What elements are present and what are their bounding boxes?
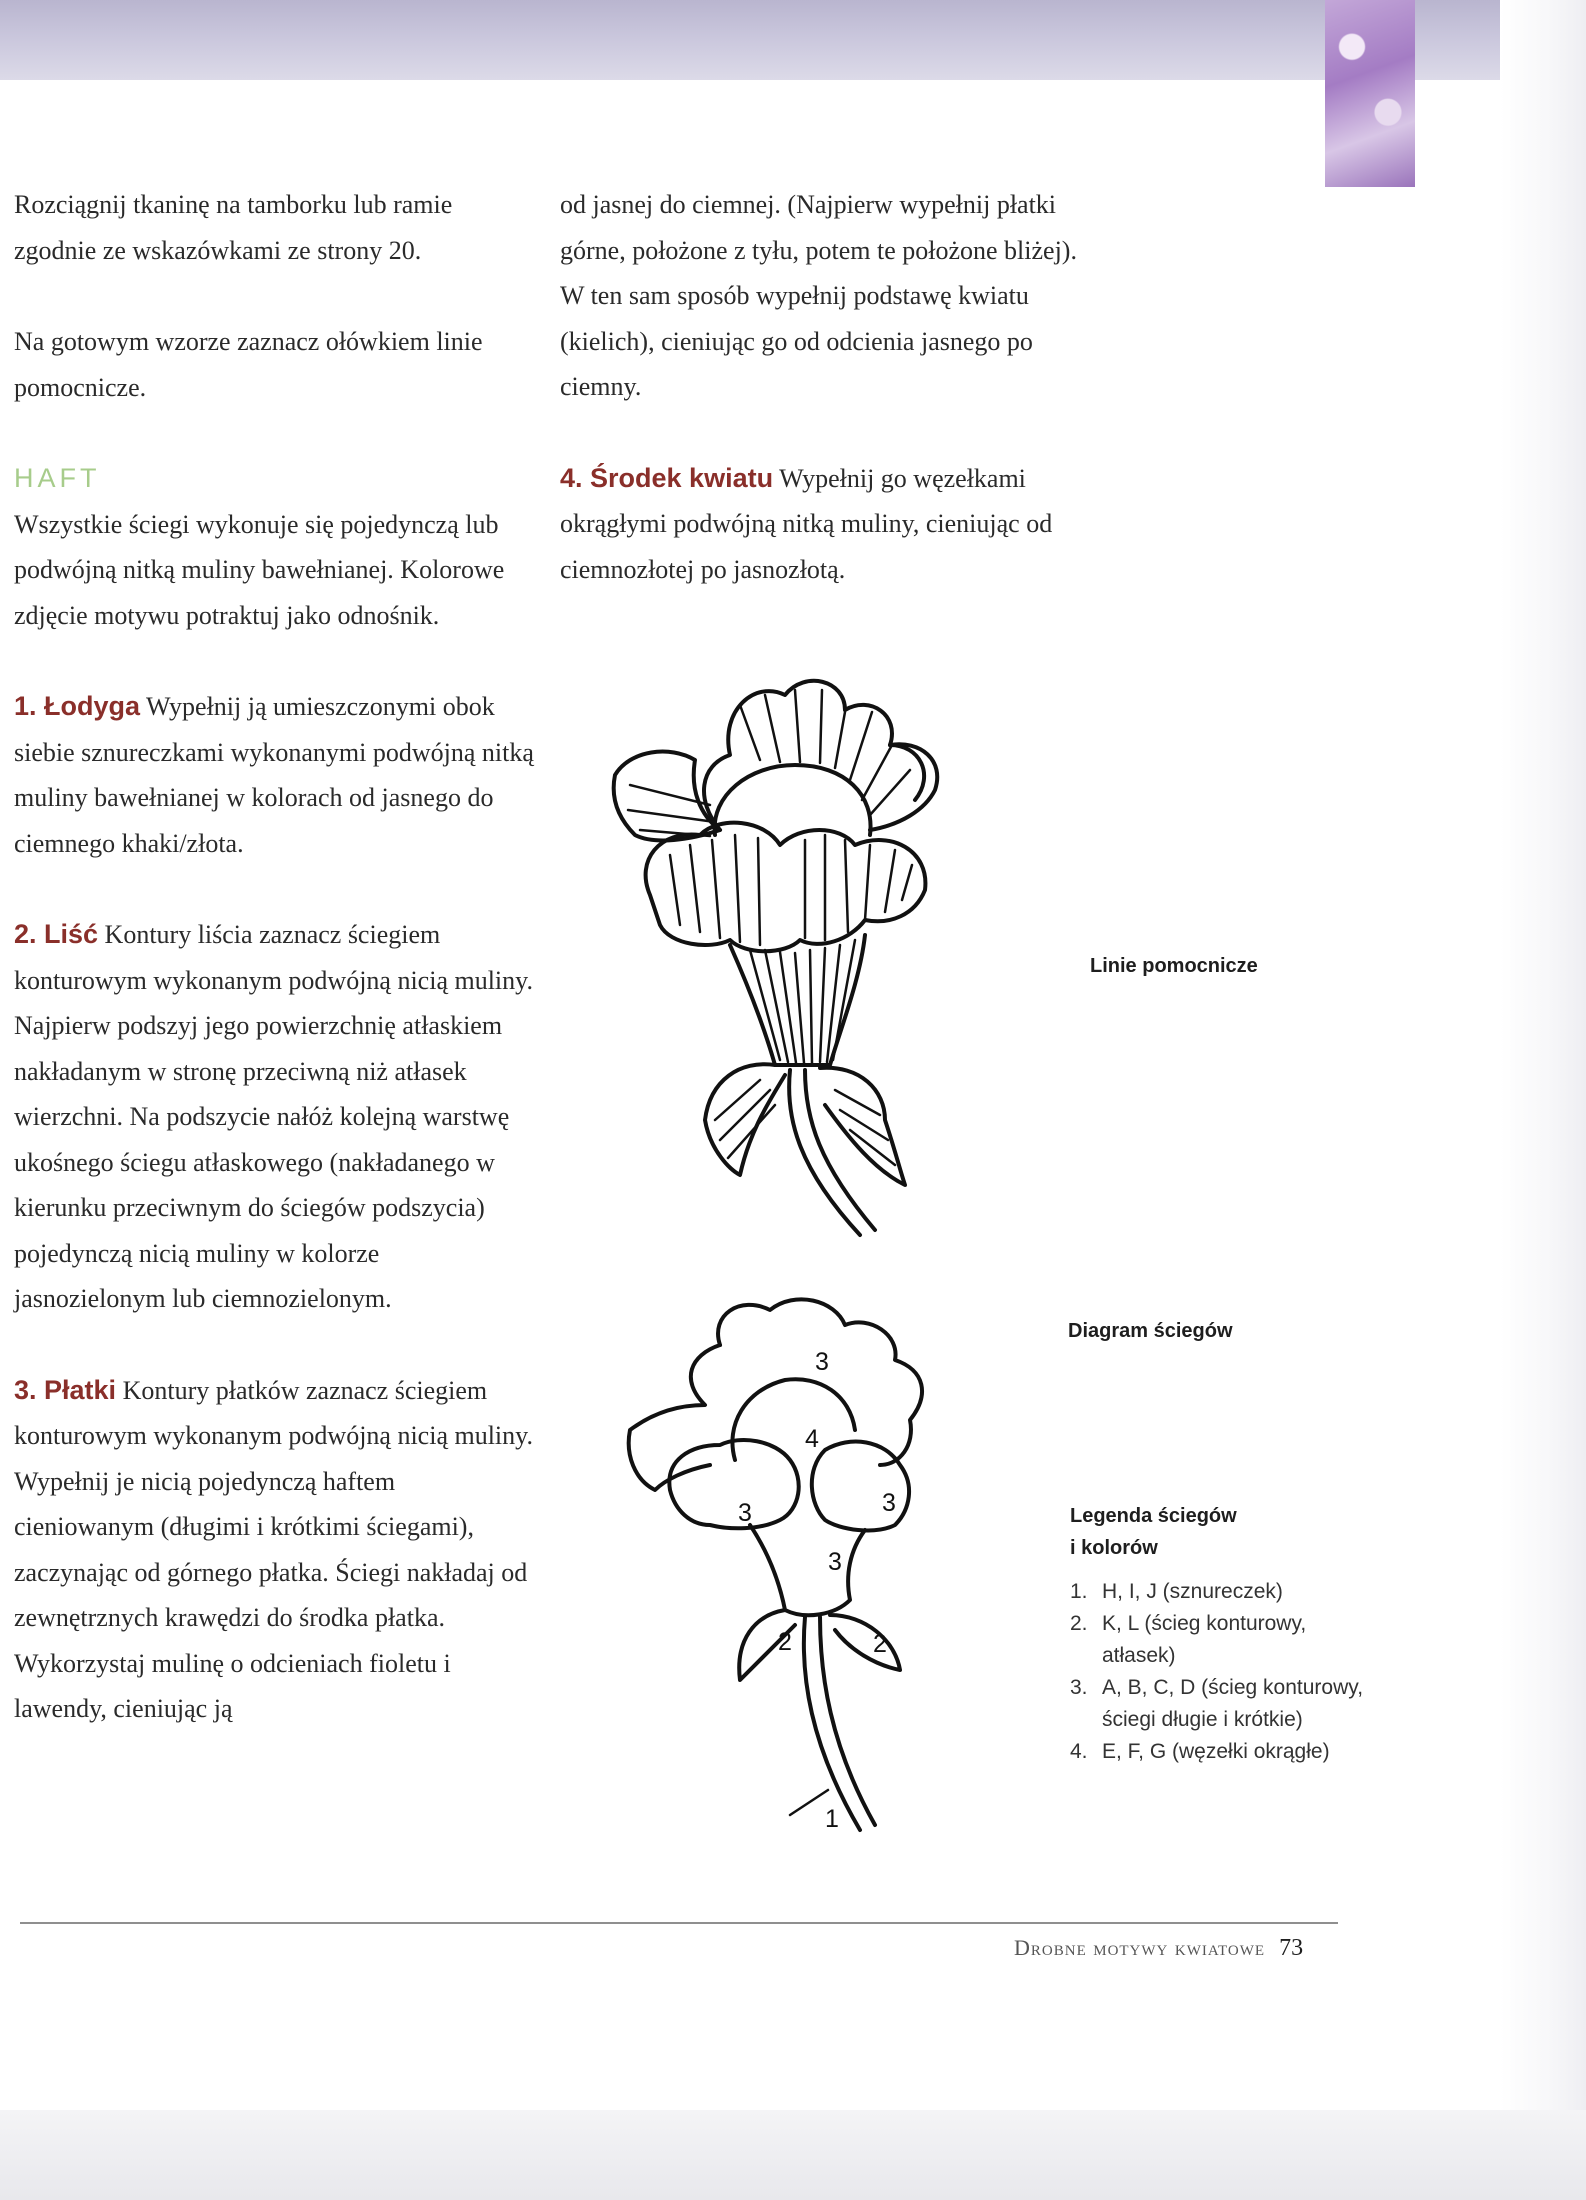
chapter-title: Drobne motywy kwiatowe: [1014, 1935, 1266, 1960]
right-leaf: [830, 1615, 900, 1670]
legend-item: [1070, 1576, 1370, 1608]
label-number-stem: 1: [825, 1805, 839, 1833]
legend-item-number: 1.: [1070, 1580, 1088, 1603]
section-paragraph: Wszystkie ściegi wykonuje się pojedynczą lub podwójną nitką muliny bawełnianej. Kolorowe zdjęcie motywu potraktuj jako odnośnik.: [14, 509, 505, 630]
footer-rule: [20, 1922, 1338, 1924]
label-number-top: 3: [815, 1348, 829, 1376]
step-3-title: 3. Płatki: [14, 1374, 117, 1405]
step-4-paragraph: [560, 456, 1080, 593]
middle-column: [560, 182, 1080, 592]
step-2-text: Kontury liścia zaznacz ściegiem konturowym wykonanym podwójną nicią muliny. Najpierw podszyj jego powierzchnię atłaskiem nakładanym w stronę przeciwną niż atłasek wierzchni. Na podszycie nałóż kolejną warstwę ukośnego ściegu atłaskowego (nakładanego w kierunku przeciwnym do ściegów podszycia) pojedynczą nicią muliny w kolorze jasnozielonym lub ciemnozielonym.: [14, 920, 533, 1313]
step-3-continuation: od jasnej do ciemnej. (Najpierw wypełnij płatki górne, położone z tyłu, potem te położone bliżej). W ten sam sposób wypełnij podstawę kwiatu (kielich), cieniując go od odcienia jasnego po ciemny.: [560, 190, 1077, 401]
section-heading: HAFT: [14, 463, 101, 493]
stitch-diagram-label: Diagram ściegów: [1068, 1320, 1233, 1342]
legend-item-text: A, B, C, D (ścieg konturowy, ściegi długie i krótkie): [1102, 1676, 1364, 1731]
page-number: 73: [1279, 1935, 1304, 1961]
step-2-title: 2. Liść: [14, 919, 99, 949]
front-right-petal-lines: [805, 835, 912, 940]
legend-list: [1070, 1576, 1370, 1768]
label-number-right-leaf: 2: [873, 1630, 887, 1658]
guide-lines-drawing: [600, 650, 980, 1240]
page-edge: [1500, 0, 1586, 2200]
right-back-petal: [870, 744, 937, 830]
intro-paragraph-1: Rozciągnij tkaninę na tamborku lub ramie zgodnie ze wskazówkami ze strony 20.: [14, 190, 453, 265]
front-petals-outline: [646, 823, 926, 952]
front-right-petal: [812, 1442, 909, 1531]
step-4-title: 4. Środek kwiatu: [560, 462, 774, 493]
label-number-center: 4: [805, 1425, 819, 1453]
left-leaf-lines: [715, 1080, 775, 1158]
legend-title-line-2: i kolorów: [1070, 1537, 1158, 1559]
calyx-lines: [750, 940, 855, 1063]
bottom-band: [0, 2110, 1586, 2200]
stitch-legend: [1070, 1500, 1370, 1768]
intro-paragraph-2: Na gotowym wzorze zaznacz ołówkiem linie pomocnicze.: [14, 327, 483, 402]
center-petal: [732, 1379, 855, 1460]
guide-lines-label: Linie pomocnicze: [1090, 955, 1258, 977]
legend-item: [1070, 1672, 1370, 1736]
label-number-left-leaf: 2: [778, 1628, 792, 1656]
calyx: [750, 1525, 865, 1615]
step-4-text: Wypełnij go węzełkami okrągłymi podwójną nitką muliny, cieniując od ciemnozłotej po jasnozłotą.: [560, 463, 1053, 584]
step-1-text: Wypełnij ją umieszczonymi obok siebie sznureczkami wykonanymi podwójną nitką muliny bawełnianej w kolorach od jasnego do ciemnego khaki/złota.: [14, 692, 534, 858]
step-2-paragraph: [14, 912, 534, 1322]
label-number-front-right: 3: [882, 1489, 896, 1517]
back-petals-outline: [704, 681, 924, 830]
legend-item-text: E, F, G (węzełki okrągłe): [1102, 1740, 1330, 1763]
back-petal-lines: [740, 690, 910, 815]
step-1-title: 1. Łodyga: [14, 691, 141, 721]
legend-item-number: 4.: [1070, 1740, 1088, 1763]
legend-item-number: 3.: [1070, 1676, 1088, 1699]
legend-item-text: K, L (ścieg konturowy, atłasek): [1102, 1612, 1307, 1667]
step-1-paragraph: [14, 684, 534, 866]
front-left-petal-lines: [670, 835, 760, 945]
label-number-front-left: 3: [738, 1499, 752, 1527]
step-3-text: Kontury płatków zaznacz ściegiem konturowym wykonanym podwójną nicią muliny. Wypełnij je nicią pojedynczą haftem cieniowanym (długimi i krótkimi ściegami), zaczynając od górnego płatka. Ściegi nakładaj od zewnętrznych krawędzi do środka płatka. Wykorzystaj mulinę o odcieniach fioletu i lawendy, cieniując ją: [14, 1375, 533, 1723]
legend-item-number: 2.: [1070, 1612, 1088, 1635]
legend-item-text: H, I, J (sznureczek): [1102, 1580, 1283, 1603]
legend-item: [1070, 1608, 1370, 1672]
stitch-diagram-drawing: [610, 1295, 980, 1895]
label-number-calyx: 3: [828, 1548, 842, 1576]
legend-title-line-1: Legenda ściegów: [1070, 1505, 1237, 1527]
step-3-paragraph: [14, 1368, 534, 1732]
legend-item: [1070, 1736, 1370, 1768]
thread-photo: [1325, 0, 1415, 187]
stem-leader-line: [790, 1790, 828, 1815]
page-footer: [1014, 1935, 1303, 1962]
left-column: [14, 182, 534, 1732]
